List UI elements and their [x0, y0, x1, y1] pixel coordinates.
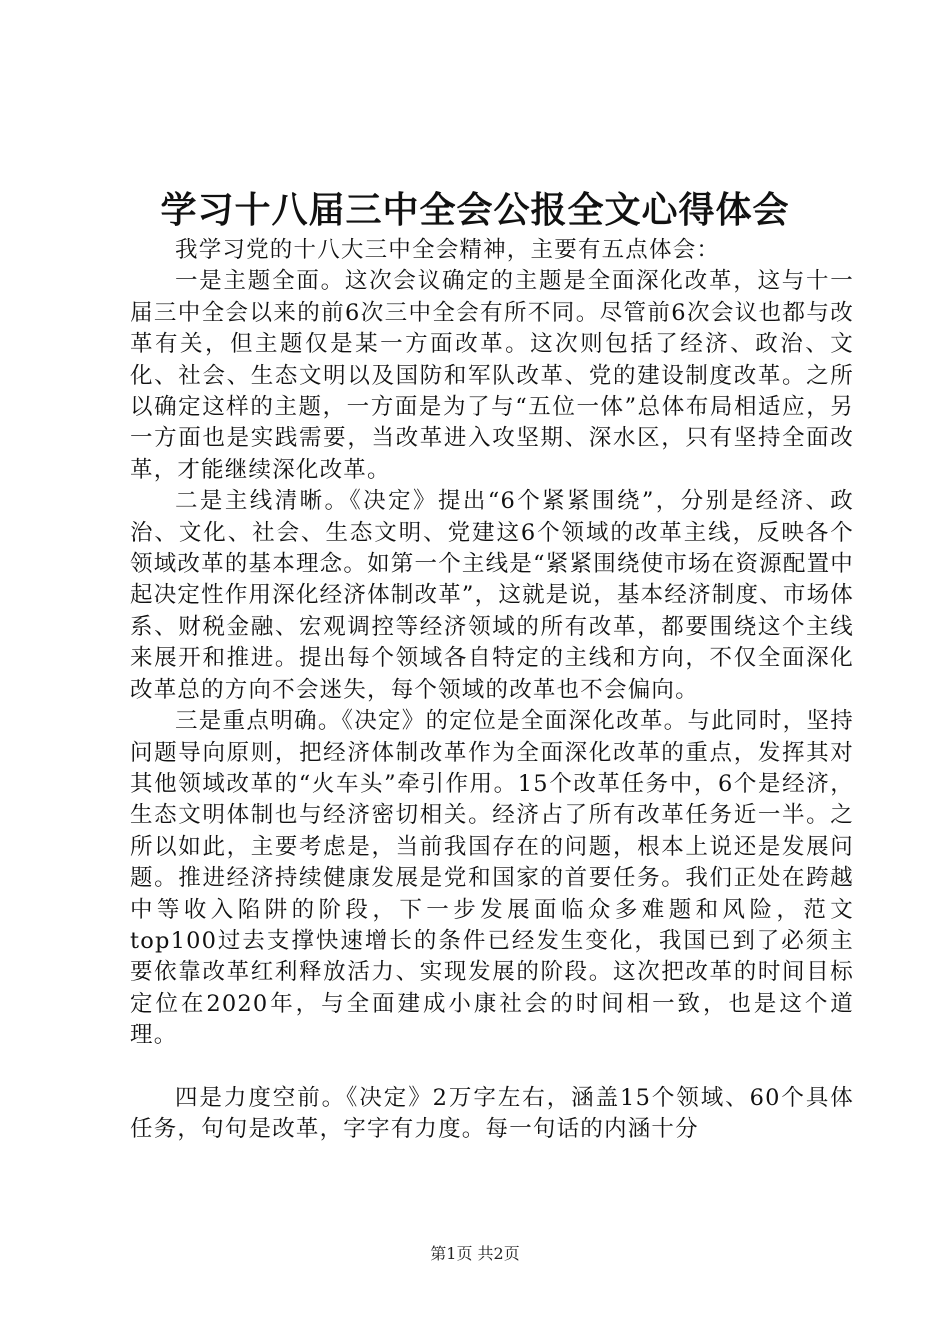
paragraph-point-two: 二是主线清晰。《决定》提出“6个紧紧围绕”，分别是经济、政治、文化、社会、生态文明、党建这6个领域的改革主线，反映各个领域改革的基本理念。如第一个主线是“紧紧围绕使市场在资源配置中起决定性作用深化经济体制改革”，这就是说，基本经济制度、市场体系、财税金融、宏观调控等经济领域的所有改革，都要围绕这个主线来展开和推进。提出每个领域各自特定的主线和方向，不仅全面深化改革总的方向不会迷失，每个领域的改革也不会偏向。 — [130, 488, 854, 703]
document-body — [130, 235, 854, 1145]
paragraph-point-four: 四是力度空前。《决定》2万字左右，涵盖15个领域、60个具体任务，句句是改革，字字有力度。每一句话的内涵十分 — [130, 1084, 854, 1142]
paragraph-intro: 我学习党的十八大三中全会精神，主要有五点体会： — [175, 237, 721, 263]
page-number-footer: 第1页 共2页 — [430, 1244, 520, 1263]
document-title: 学习十八届三中全会公报全文心得体会 — [160, 189, 790, 231]
paragraph-point-one: 一是主题全面。这次会议确定的主题是全面深化改革，这与十一届三中全会以来的前6次三中全会有所不同。尽管前6次会议也都与改革有关，但主题仅是某一方面改革。这次则包括了经济、政治、文化、社会、生态文明以及国防和军队改革、党的建设制度改革。之所以确定这样的主题，一方面是为了与“五位一体”总体布局相适应，另一方面也是实践需要，当改革进入攻坚期、深水区，只有坚持全面改革，才能继续深化改革。 — [130, 268, 854, 483]
paragraph-point-three: 三是重点明确。《决定》的定位是全面深化改革。与此同时，坚持问题导向原则，把经济体制改革作为全面深化改革的重点，发挥其对其他领域改革的“火车头”牵引作用。15个改革任务中，6个是经济，生态文明体制也与经济密切相关。经济占了所有改革任务近一半。之所以如此，主要考虑是，当前我国存在的问题，根本上说还是发展问题。推进经济持续健康发展是党和国家的首要任务。我们正处在跨越中等收入陷阱的阶段，下一步发展面临众多难题和风险，范文top100过去支撑快速增长的条件已经发生变化，我国已到了必须主要依靠改革红利释放活力、实现发展的阶段。这次把改革的时间目标定位在2020年，与全面建成小康社会的时间相一致，也是这个道理。 — [130, 708, 854, 1049]
